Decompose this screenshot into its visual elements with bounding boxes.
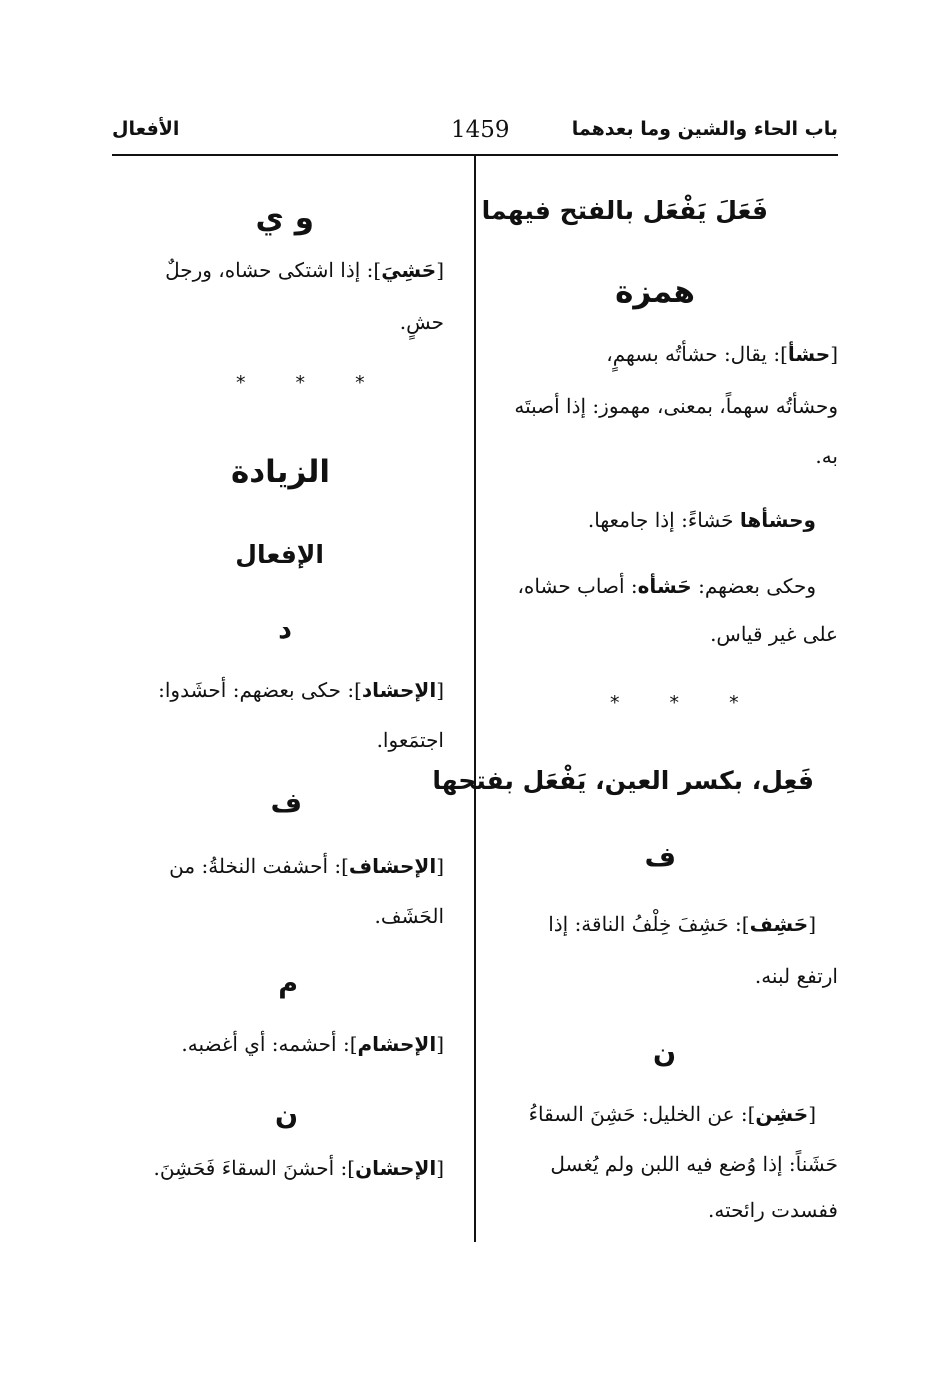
running-header-chapter: باب الحاء والشين وما بعدهما [571,118,838,140]
letter-heading-nun: ن [274,1100,298,1131]
running-header-section: الأفعال [112,118,180,140]
letter-heading-nun: ن [652,1038,676,1069]
letter-heading-fa: ف [270,788,302,819]
entry-ihshan: [الإحشان]: أحشنَ السقاءَ فَحَشِنَ. [153,1156,444,1180]
entry-hashin-line3: ففسدت رائحته. [707,1198,838,1222]
entry-hasha-line1: [حشأ]: يقال: حشأتُه بسهمٍ، [606,342,838,366]
entry-hashif-line1: [حَشِف]: حَشِفَ خِلْفُ الناقة: إذا [548,912,816,936]
heading-hamza: همزة [615,274,695,310]
column-divider [474,156,476,1242]
section-separator-stars: * * * [610,692,761,714]
section-separator-stars: * * * [236,372,387,394]
entry-hasha-line2: وحشأتُه سهماً، بمعنى، مهموز: إذا أصبتَه [514,394,838,418]
heading-fa3ila: فَعِل، بكسر العين، يَفْعَل بفتحها [432,766,814,795]
letter-heading-mim: م [278,968,298,999]
entry-lemma: حشأ [787,342,831,366]
heading-fa3ala: فَعَلَ يَفْعَل بالفتح فيهما [481,196,768,225]
entry-hashaahu-line1: وحكى بعضهم: حَشأه: أصاب حشاه، [517,574,816,598]
heading-ziyada: الزيادة [230,454,330,490]
entry-hasha-line3: به. [815,444,838,468]
page-number: 1459 [451,117,510,143]
entry-ihshaf-line1: [الإحشاف]: أحشفت النخلةُ: من [169,854,444,878]
heading-if3al: الإفعال [235,540,324,569]
entry-hashiya-line1: [حَشِيَ]: إذا اشتكى حشاه، ورجلٌ [165,258,444,282]
entry-hashaaha: وحشأها حَشاءً: إذا جامعها. [587,508,816,532]
entry-hashin-line1: [حَشِن]: عن الخليل: حَشِنَ السقاءُ [528,1102,816,1126]
entry-ihsham: [الإحشام]: أحشمه: أي أغضبه. [181,1032,444,1056]
entry-hashin-line2: حَشَناً: إذا وُضع فيه اللبن ولم يُغسل [550,1152,838,1176]
entry-hashiya-line2: حشٍ. [399,310,444,334]
entry-ihshaf-line2: الحَشَف. [374,904,444,928]
letter-heading-waw-ya: و ي [255,200,314,236]
entry-ihshad-line1: [الإحشاد]: حكى بعضهم: أحشَدوا: [158,678,444,702]
entry-ihshad-line2: اجتمَعوا. [376,728,444,752]
letter-heading-fa: ف [644,842,676,873]
entry-hashaahu-line2: على غير قياس. [710,622,838,646]
letter-heading-dal: د [278,614,292,645]
entry-hashif-line2: ارتفع لبنه. [754,964,838,988]
